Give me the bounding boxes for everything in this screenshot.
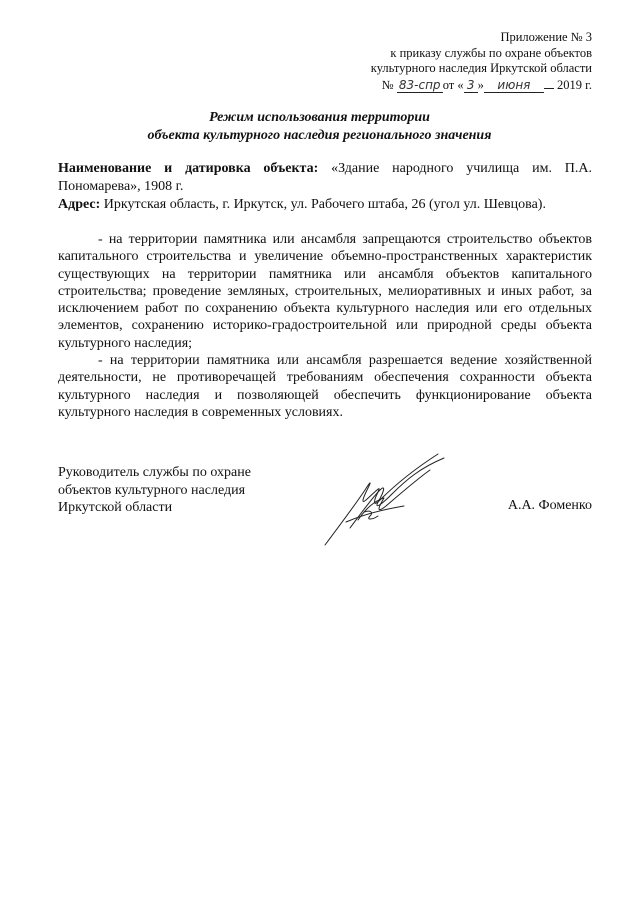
appendix-line-1: Приложение № 3	[500, 30, 592, 44]
from-word: от «	[442, 77, 464, 92]
appendix-header	[371, 30, 592, 93]
position-line-1: Руководитель службы по охране	[58, 465, 251, 480]
appendix-line-3: культурного наследия Иркутской области	[370, 61, 592, 75]
order-day-handwritten: 3	[464, 79, 478, 93]
object-info	[58, 160, 592, 214]
object-name-label: Наименование и датировка объекта:	[58, 161, 319, 176]
title-line-2: объекта культурного наследия регионального значения	[147, 128, 492, 143]
object-address-row	[58, 196, 592, 214]
order-year: 2019 г.	[557, 77, 592, 92]
rule-paragraph-allowed: - на территории памятника или ансамбля разрешается ведение хозяйственной деятельности, не противоречащей требованиям обеспечения сохранности объекта культурного наследия и позволяющей обеспечить функционирование объекта культурного наследия в современных условиях.	[58, 353, 592, 420]
quote-close: »	[477, 77, 484, 92]
document-title	[0, 109, 639, 145]
signatory-name: А.А. Фоменко	[507, 498, 592, 513]
object-address-value: Иркутская область, г. Иркутск, ул. Рабочего штаба, 26 (угол ул. Шевцова).	[103, 197, 546, 212]
object-address-label: Адрес:	[58, 197, 101, 212]
position-line-3: Иркутской области	[58, 500, 173, 515]
appendix-line-2: к приказу службы по охране объектов	[390, 45, 592, 60]
signatory-position	[58, 464, 251, 517]
order-number-handwritten: 83-спр	[397, 79, 443, 93]
rules-body	[58, 231, 592, 421]
title-line-1: Режим использования территории	[209, 110, 430, 125]
rule-paragraph-prohibited: - на территории памятника или ансамбля запрещаются строительство объектов капитального строительства и увеличение объемно-пространственных характеристик существующих на территории памятника или ансамбля объектов капитального строительства; проведение земляных, строительных, мелиоративных и иных работ, за исключением работ по сохранению объекта культурного наследия или его отдельных элементов, сохранению историко-градостроительной или природной среды объекта культурного наследия;	[58, 232, 592, 351]
order-month-handwritten: июня	[484, 79, 544, 93]
object-name-row	[58, 160, 592, 196]
number-sign: №	[381, 77, 394, 92]
order-number-line	[371, 77, 592, 94]
object-name-value: «Здание народного училища им. П.А. Пономарева», 1908 г.	[58, 161, 593, 194]
underline-tail	[544, 77, 554, 89]
handwritten-signature	[320, 450, 450, 550]
position-line-2: объектов культурного наследия	[58, 482, 246, 498]
